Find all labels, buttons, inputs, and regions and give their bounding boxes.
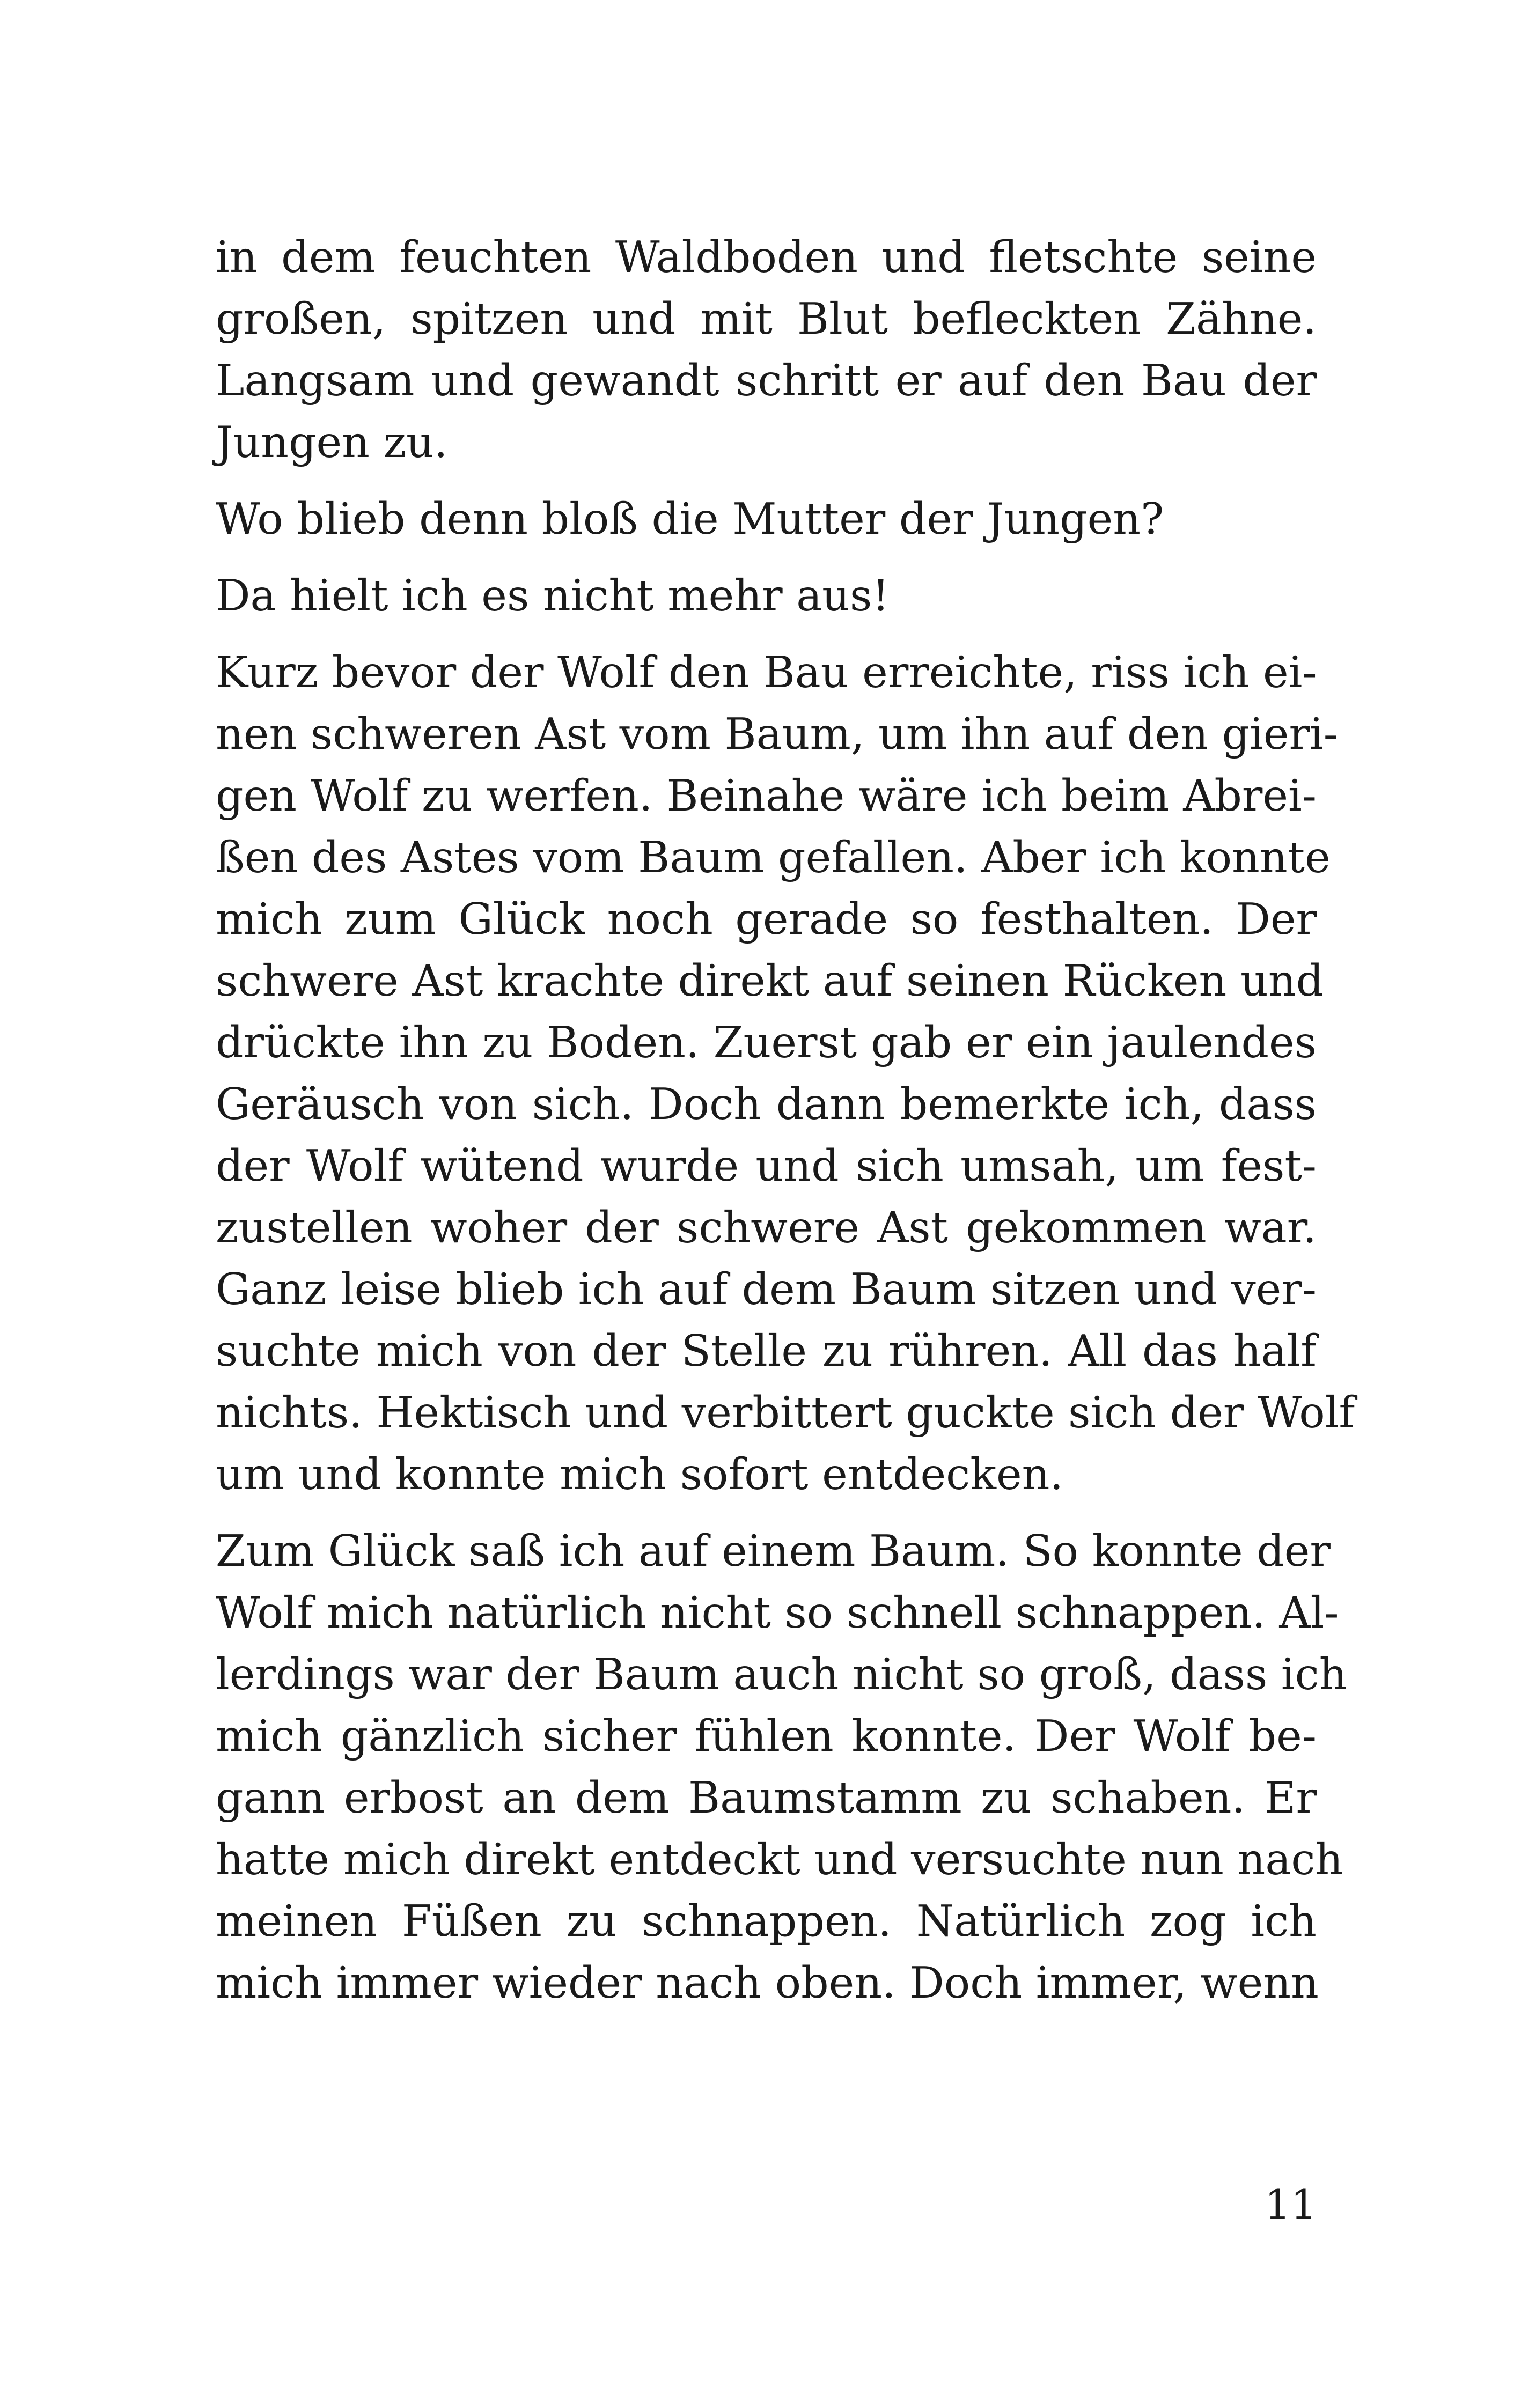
text-line: gen Wolf zu werfen. Beinahe wäre ich beim Abrei- bbox=[216, 770, 1317, 821]
text-line: schwere Ast krachte direkt auf seinen Rücken und bbox=[216, 955, 1324, 1006]
text-line: mich immer wieder nach oben. Doch immer, wenn bbox=[216, 1957, 1319, 2008]
text-line: Geräusch von sich. Doch dann bemerkte ich, dass bbox=[216, 1079, 1317, 1129]
text-line: Kurz bevor der Wolf den Bau erreichte, riss ich ei- bbox=[216, 647, 1317, 697]
text-line: gann erbost an dem Baumstamm zu schaben. Er bbox=[216, 1772, 1317, 1823]
text-line: hatte mich direkt entdeckt und versuchte nun nach bbox=[216, 1834, 1343, 1884]
text-line: zustellen woher der schwere Ast gekommen war. bbox=[216, 1202, 1317, 1253]
paragraph-3 bbox=[216, 565, 1317, 627]
text-line: ßen des Astes vom Baum gefallen. Aber ich konnte bbox=[216, 832, 1331, 882]
text-line: meinen Füßen zu schnappen. Natürlich zog ich bbox=[216, 1896, 1317, 1946]
paragraph-4 bbox=[216, 642, 1355, 1505]
page-number: 11 bbox=[1265, 2181, 1317, 2228]
text-line: drückte ihn zu Boden. Zuerst gab er ein jaulendes bbox=[216, 1017, 1317, 1067]
text-line: Da hielt ich es nicht mehr aus! bbox=[216, 570, 890, 621]
text-line: mich gänzlich sicher fühlen konnte. Der Wolf be- bbox=[216, 1711, 1317, 1761]
text-line: lerdings war der Baum auch nicht so groß, dass ich bbox=[216, 1649, 1347, 1699]
text-line: mich zum Glück noch gerade so festhalten. Der bbox=[216, 894, 1317, 944]
text-line: der Wolf wütend wurde und sich umsah, um fest- bbox=[216, 1140, 1317, 1191]
paragraph-5 bbox=[216, 1520, 1347, 2014]
text-line: in dem feuchten Waldboden und fletschte seine bbox=[216, 232, 1317, 282]
text-line: suchte mich von der Stelle zu rühren. All das half bbox=[216, 1325, 1317, 1376]
text-line: Langsam und gewandt schritt er auf den Bau der bbox=[216, 355, 1317, 406]
paragraph-1 bbox=[216, 226, 1317, 473]
text-line: nen schweren Ast vom Baum, um ihn auf den gieri- bbox=[216, 709, 1338, 759]
text-line: nichts. Hektisch und verbittert guckte sich der Wolf bbox=[216, 1387, 1355, 1438]
text-line: Wolf mich natürlich nicht so schnell schnappen. Al- bbox=[216, 1587, 1339, 1638]
text-line: Jungen zu. bbox=[216, 417, 448, 467]
text-line: großen, spitzen und mit Blut befleckten Zähne. bbox=[216, 293, 1317, 344]
text-line: Zum Glück saß ich auf einem Baum. So konnte der bbox=[216, 1526, 1331, 1576]
text-line: Wo blieb denn bloß die Mutter der Jungen? bbox=[216, 494, 1164, 544]
text-line: Ganz leise blieb ich auf dem Baum sitzen und ver- bbox=[216, 1264, 1317, 1314]
text-line: um und konnte mich sofort entdecken. bbox=[216, 1449, 1064, 1499]
paragraph-2 bbox=[216, 488, 1317, 550]
body-text bbox=[216, 226, 1355, 2014]
